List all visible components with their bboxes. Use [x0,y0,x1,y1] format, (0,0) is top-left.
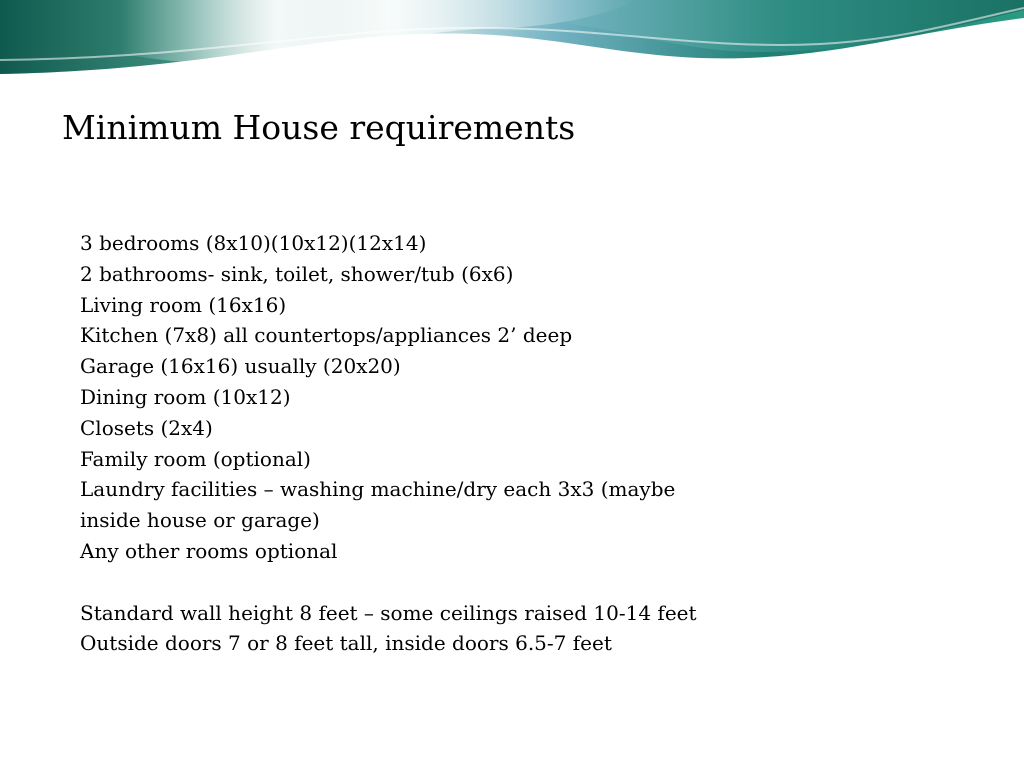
requirement-line: Living room (16x16) [80,292,287,317]
requirement-line: Outside doors 7 or 8 feet tall, inside doors 6.5-7 feet [80,631,612,656]
requirement-line: Standard wall height 8 feet – some ceilings raised 10-14 feet [80,600,697,625]
requirement-line: Garage (16x16) usually (20x20) [80,354,401,379]
requirement-line: 3 bedrooms (8x10)(10x12)(12x14) [80,231,427,255]
requirement-line: Closets (2x4) [80,415,213,440]
decorative-wave-banner [0,0,1024,80]
requirements-list [80,228,980,659]
requirement-line: 2 bathrooms- sink, toilet, shower/tub (6x6) [80,261,514,286]
requirement-line: Family room (optional) [80,446,311,471]
requirement-line: Laundry facilities – washing machine/dry each 3x3 (maybe [80,477,676,502]
slide-title: Minimum House requirements [62,108,576,147]
requirement-line: Any other rooms optional [80,538,338,563]
blank-line [80,567,980,598]
requirement-line: Dining room (10x12) [80,384,291,409]
requirement-line: Kitchen (7x8) all countertops/appliances 2’ deep [80,323,573,348]
requirement-line: inside house or garage) [80,508,320,533]
